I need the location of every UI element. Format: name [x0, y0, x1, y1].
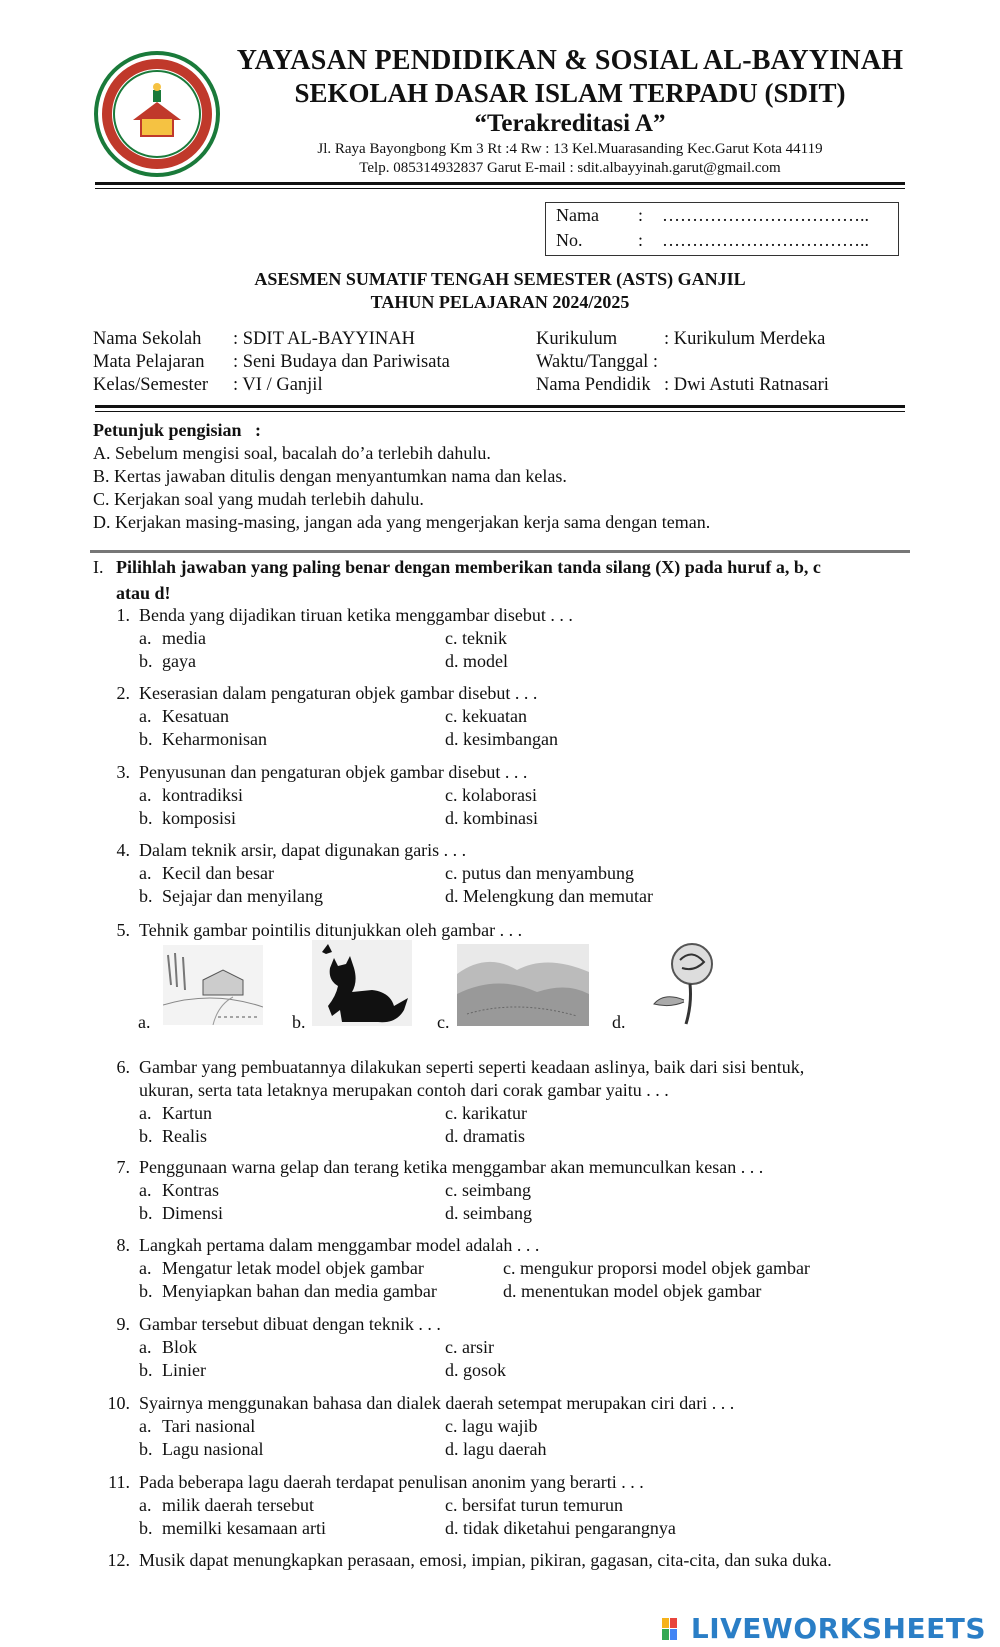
option-text: Mengatur letak model objek gambar [162, 1258, 424, 1278]
option-letter: b. [139, 1518, 153, 1538]
option-letter: a. [139, 1416, 152, 1436]
option-a[interactable] [139, 705, 229, 728]
option-b[interactable] [139, 650, 196, 673]
option-letter: b. [139, 808, 153, 828]
name-colon: : [638, 205, 644, 225]
option-a[interactable] [139, 1494, 314, 1517]
option-text: milik daerah tersebut [162, 1495, 314, 1515]
meta-row [93, 375, 450, 398]
meta-value: : Kurikulum Merdeka [664, 329, 826, 349]
option-text: komposisi [162, 808, 237, 828]
instruction-item: C. Kerjakan soal yang mudah terlebih dahulu. [93, 489, 424, 509]
option-letter: b. [139, 1203, 153, 1223]
question-number: 4. [116, 840, 130, 860]
meta-value: : SDIT AL-BAYYINAH [233, 329, 415, 349]
question-text: Langkah pertama dalam menggambar model adalah . . . [139, 1235, 540, 1255]
option-letter: a. [139, 863, 152, 883]
meta-row [93, 352, 450, 375]
option-text: kontradiksi [162, 785, 243, 805]
option-letter: a. [139, 1258, 152, 1278]
meta-divider [95, 405, 905, 408]
name-field[interactable]: …………………………….. [662, 205, 869, 225]
number-label: No. [556, 230, 583, 250]
question-text: Gambar yang pembuatannya dilakukan seperti seperti keadaan aslinya, baik dari sisi bentuk, [139, 1057, 805, 1077]
pointillism-hills-image [457, 944, 589, 1026]
option-d[interactable]: d. model [445, 651, 508, 671]
option-text: Tari nasional [162, 1416, 256, 1436]
option-text: Dimensi [162, 1203, 223, 1223]
option-a[interactable] [139, 1336, 197, 1359]
school-address: Jl. Raya Bayongbong Km 3 Rt :4 Rw : 13 Kel.Muarasanding Kec.Garut Kota 44119 [317, 141, 823, 157]
question-text: Syairnya menggunakan bahasa dan dialek daerah setempat merupakan ciri dari . . . [139, 1393, 735, 1413]
name-row [556, 205, 869, 226]
option-c[interactable]: c. karikatur [445, 1103, 527, 1123]
option-text: media [162, 628, 206, 648]
option-b[interactable] [139, 1438, 263, 1461]
option-b[interactable] [139, 728, 267, 751]
meta-row [536, 329, 829, 352]
landscape-sketch-image [163, 945, 263, 1025]
section-number: I. [93, 557, 104, 577]
option-d[interactable]: d. Melengkung dan memutar [445, 886, 653, 906]
instructions-heading-text: Petunjuk pengisian [93, 420, 242, 440]
option-letter: a. [139, 1180, 152, 1200]
header-divider [95, 182, 905, 185]
option-letter: b. [139, 651, 153, 671]
question-number: 7. [116, 1157, 130, 1177]
meta-label: Kurikulum [536, 329, 618, 349]
instructions-colon: : [255, 420, 262, 440]
section-line-2: atau d! [116, 583, 171, 603]
option-letter: b. [139, 1439, 153, 1459]
option-letter: b. [139, 1281, 153, 1301]
question-text: Dalam teknik arsir, dapat digunakan garis . . . [139, 840, 467, 860]
option-text: Keharmonisan [162, 729, 267, 749]
brand-icon [661, 1616, 687, 1642]
question-number: 8. [116, 1235, 130, 1255]
number-field[interactable]: …………………………….. [662, 230, 869, 250]
instruction-item: A. Sebelum mengisi soal, bacalah do’a terlebih dahulu. [93, 443, 491, 463]
question-number: 1. [116, 605, 130, 625]
question-text: Musik dapat menungkapkan perasaan, emosi, impian, pikiran, gagasan, cita-cita, dan suka duka. [139, 1550, 832, 1570]
option-letter: a. [139, 1103, 152, 1123]
question-text: Penyusunan dan pengaturan objek gambar disebut . . . [139, 762, 528, 782]
option-d[interactable]: d. menentukan model objek gambar [503, 1281, 762, 1301]
option-text: Lagu nasional [162, 1439, 264, 1459]
number-row [556, 230, 869, 251]
option-letter: a. [139, 1495, 152, 1515]
option-a[interactable] [139, 1257, 424, 1280]
meta-left [93, 329, 450, 398]
question-number: 6. [116, 1057, 130, 1077]
meta-right [536, 329, 829, 398]
option-c[interactable]: c. kekuatan [445, 706, 527, 726]
option-a[interactable] [139, 1415, 255, 1438]
option-text: Blok [162, 1337, 198, 1357]
option-c[interactable]: c. kolaborasi [445, 785, 537, 805]
header-divider-thin [95, 188, 905, 189]
option-letter: a. [139, 1337, 152, 1357]
option-c[interactable]: c. mengukur proporsi model objek gambar [503, 1258, 810, 1278]
accreditation: “Terakreditasi A” [474, 110, 666, 137]
option-d[interactable]: d. seimbang [445, 1203, 532, 1223]
meta-divider-thin [95, 411, 905, 412]
meta-row [536, 375, 829, 398]
option-c[interactable]: c. putus dan menyambung [445, 863, 634, 883]
name-label: Nama [556, 205, 599, 225]
meta-label: Kelas/Semester [93, 375, 209, 395]
option-text: gaya [162, 651, 196, 671]
instruction-item: D. Kerjakan masing-masing, jangan ada yang mengerjakan kerja sama dengan teman. [93, 512, 711, 532]
option-a[interactable] [139, 1179, 219, 1202]
instruction-item: B. Kertas jawaban ditulis dengan menyantumkan nama dan kelas. [93, 466, 567, 486]
option-b[interactable] [139, 885, 323, 908]
school-contact: Telp. 085314932837 Garut E-mail : sdit.albayyinah.garut@gmail.com [359, 160, 781, 176]
question-text: Benda yang dijadikan tiruan ketika menggambar disebut . . . [139, 605, 573, 625]
option-b[interactable] [139, 1359, 206, 1382]
meta-value: : Seni Budaya dan Pariwisata [233, 352, 450, 372]
question-text: Tehnik gambar pointilis ditunjukkan oleh gambar . . . [139, 920, 523, 940]
option-text: Menyiapkan bahan dan media gambar [162, 1281, 437, 1301]
option-c[interactable]: c. seimbang [445, 1180, 531, 1200]
option-letter: b. [139, 1126, 153, 1146]
option-letter: a. [139, 706, 152, 726]
option-text: Kartun [162, 1103, 212, 1123]
question-text-continued: ukuran, serta tata letaknya merupakan contoh dari corak gambar yaitu . . . [139, 1080, 669, 1100]
question-number: 5. [116, 920, 130, 940]
option-b[interactable] [139, 1517, 326, 1540]
question-number: 12. [107, 1550, 130, 1570]
q5-a-letter: a. [138, 1012, 151, 1032]
meta-row [536, 352, 829, 375]
option-text: Realis [162, 1126, 207, 1146]
exam-year: TAHUN PELAJARAN 2024/2025 [370, 292, 630, 312]
number-colon: : [638, 230, 644, 250]
option-b[interactable] [139, 1125, 207, 1148]
q5-c-letter: c. [437, 1012, 450, 1032]
option-letter: a. [139, 785, 152, 805]
question-text: Gambar tersebut dibuat dengan teknik . . . [139, 1314, 441, 1334]
option-d[interactable]: d. tidak diketahui pengarangnya [445, 1518, 676, 1538]
option-a[interactable] [139, 1102, 212, 1125]
question-number: 10. [107, 1393, 130, 1413]
school-name: SEKOLAH DASAR ISLAM TERPADU (SDIT) [294, 78, 846, 108]
meta-label: Waktu/Tanggal : [536, 352, 659, 372]
identity-box [545, 202, 899, 256]
rose-sketch-image [634, 938, 734, 1026]
section-line-1: Pilihlah jawaban yang paling benar dengan memberikan tanda silang (X) pada huruf a, b, c [116, 557, 821, 577]
option-b[interactable] [139, 1280, 437, 1303]
question-number: 11. [108, 1472, 130, 1492]
option-d[interactable]: d. gosok [445, 1360, 507, 1380]
question-text: Penggunaan warna gelap dan terang ketika menggambar akan memunculkan kesan . . . [139, 1157, 764, 1177]
option-text: Linier [162, 1360, 206, 1380]
option-text: Kesatuan [162, 706, 229, 726]
meta-label: Mata Pelajaran [93, 352, 205, 372]
instructions-heading [93, 420, 261, 441]
question-number: 3. [116, 762, 130, 782]
question-text: Keserasian dalam pengaturan objek gambar disebut . . . [139, 683, 538, 703]
question-text: Pada beberapa lagu daerah terdapat penulisan anonim yang berarti . . . [139, 1472, 644, 1492]
brand-text: LIVEWORKSHEETS [690, 1612, 986, 1645]
option-letter: b. [139, 1360, 153, 1380]
option-text: Kontras [162, 1180, 219, 1200]
option-c[interactable]: c. bersifat turun temurun [445, 1495, 623, 1515]
liveworksheets-brand [661, 1612, 986, 1645]
meta-label: Nama Pendidik [536, 375, 651, 395]
q5-b-letter: b. [292, 1012, 306, 1032]
option-letter: b. [139, 729, 153, 749]
option-a[interactable] [139, 784, 243, 807]
question-number: 9. [116, 1314, 130, 1334]
option-d[interactable]: d. lagu daerah [445, 1439, 547, 1459]
option-b[interactable] [139, 807, 236, 830]
meta-row [93, 329, 450, 352]
option-d[interactable]: d. kombinasi [445, 808, 538, 828]
cat-silhouette-image [312, 940, 412, 1026]
instructions-divider [90, 550, 910, 553]
foundation-name: YAYASAN PENDIDIKAN & SOSIAL AL-BAYYINAH [236, 45, 904, 76]
option-d[interactable]: d. kesimbangan [445, 729, 558, 749]
question-number: 2. [116, 683, 130, 703]
option-c[interactable]: c. arsir [445, 1337, 494, 1357]
option-a[interactable] [139, 862, 274, 885]
option-letter: b. [139, 886, 153, 906]
meta-value: : Dwi Astuti Ratnasari [664, 375, 829, 395]
option-letter: a. [139, 628, 152, 648]
option-text: memilki kesamaan arti [162, 1518, 326, 1538]
option-text: Sejajar dan menyilang [162, 886, 323, 906]
option-c[interactable]: c. teknik [445, 628, 507, 648]
exam-title: ASESMEN SUMATIF TENGAH SEMESTER (ASTS) GANJIL [254, 269, 746, 289]
section-heading [93, 554, 908, 606]
option-text: Kecil dan besar [162, 863, 274, 883]
option-c[interactable]: c. lagu wajib [445, 1416, 538, 1436]
q5-d-letter: d. [612, 1012, 626, 1032]
meta-label: Nama Sekolah [93, 329, 202, 349]
option-b[interactable] [139, 1202, 223, 1225]
option-a[interactable] [139, 627, 206, 650]
option-d[interactable]: d. dramatis [445, 1126, 525, 1146]
meta-value: : VI / Ganjil [233, 375, 323, 395]
